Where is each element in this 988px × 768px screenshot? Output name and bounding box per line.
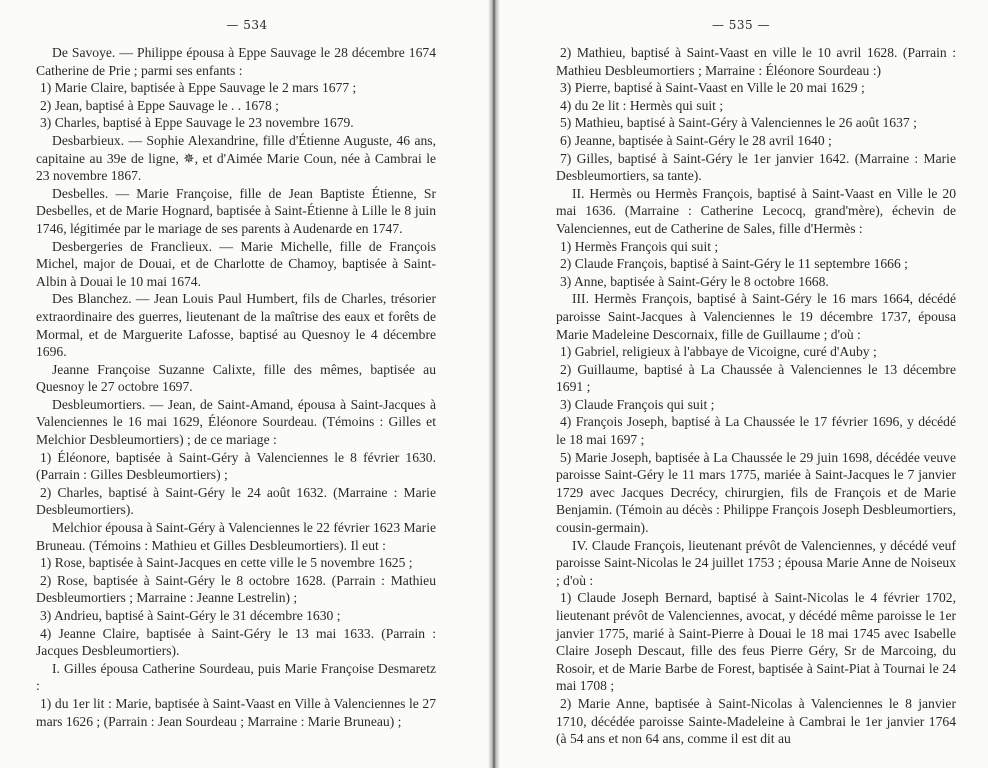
page-number-right: — 535 — [711,18,771,32]
paragraph: Desbelles. — Marie Françoise, fille de Jean Baptiste Étienne, Sr Desbelles, et de Marie Hognard, baptisée à Saint-Étienne à Lille le 8 juin 1746, légitimée par le mariage de ses parents à Audenarde en 1747. [36,185,436,236]
list-item: 2) Claude François, baptisé à Saint-Géry le 11 septembre 1666 ; [560,256,908,272]
paragraph: Melchior épousa à Saint-Géry à Valenciennes le 22 février 1623 Marie Bruneau. (Témoins : Mathieu et Gilles Desbleumortiers). Il eut : [36,520,437,553]
list-item: 1) Rose, baptisée à Saint-Jacques en cette ville le 5 novembre 1625 ; [40,555,413,571]
paragraph: III. Hermès François, baptisé à Saint-Géry le 16 mars 1664, décédé paroisse Saint-Jacques à Valenciennes le 19 décembre 1737, épousa Marie Madeleine Descornaix, fille de Guillaume ; d'où : [556,291,956,342]
list-item: 2) Mathieu, baptisé à Saint-Vaast en ville le 10 avril 1628. (Parrain : Mathieu Desbleumortiers ; Marraine : Éléonore Sourdeau :) [556,45,956,78]
paragraph: IV. Claude François, lieutenant prévôt de Valenciennes, y décédé veuf paroisse Saint-Nicolas le 24 juillet 1753 ; épousa Marie Anne de Noiseux ; d'où : [556,537,956,588]
list-item: 1) Éléonore, baptisée à Saint-Géry à Valenciennes le 8 février 1630. (Parrain : Gilles Desbleumortiers) ; [36,449,436,483]
list-item: 2) Rose, baptisée à Saint-Géry le 8 octobre 1628. (Parrain : Mathieu Desbleumortiers ; Marraine : Jeanne Lestrelin) ; [36,572,436,606]
list-item: 1) Marie Claire, baptisée à Eppe Sauvage le 2 mars 1677 ; [40,80,357,96]
list-item: 5) Mathieu, baptisé à Saint-Géry à Valenciennes le 26 août 1637 ; [560,115,917,131]
paragraph: Desbleumortiers. — Jean, de Saint-Amand, épousa à Saint-Jacques à Valenciennes le 16 mai 1629, Éléonore Sourdeau. (Témoins : Gilles et Melchior Desbleumortiers) ; de ce mariage : [36,396,436,448]
right-page-text [556,44,956,748]
paragraph: Des Blanchez. — Jean Louis Paul Humbert, fils de Charles, trésorier extraordinaire des guerres, lieutenant de la maîtrise des eaux et forêts de Mormal, et de Marguerite Lafosse, baptisé au Quesnoy le 4 décembre 1696. [36,291,436,360]
list-item: 1) Gabriel, religieux à l'abbaye de Vicoigne, curé d'Auby ; [560,344,877,360]
list-item: 3) Charles, baptisé à Eppe Sauvage le 23 novembre 1679. [40,115,354,131]
paragraph: Jeanne Françoise Suzanne Calixte, fille des mêmes, baptisée au Quesnoy le 27 octobre 1697. [36,361,436,395]
list-item: 5) Marie Joseph, baptisée à La Chaussée le 29 juin 1698, décédée veuve paroisse Saint-Géry le 11 mars 1775, mariée à Saint-Jacques le 7 janvier 1729 avec Jacques Decrécy, chirurgien, fils de François et de Marie Benjamin. (Témoin au décès : Philippe François Joseph Desbleumortiers, cousin-germain). [556,449,956,536]
list-item: 3) Claude François qui suit ; [560,396,715,412]
list-item: 3) Andrieu, baptisé à Saint-Géry le 31 décembre 1630 ; [40,608,341,623]
list-item: 6) Jeanne, baptisée à Saint-Géry le 28 avril 1640 ; [560,132,832,148]
list-item: 4) François Joseph, baptisé à La Chaussée le 17 février 1696, y décédé le 18 mai 1697 ; [556,414,956,448]
list-item: 4) Jeanne Claire, baptisée à Saint-Géry le 13 mai 1633. (Parrain : Jacques Desbleumortiers). [36,625,436,659]
list-item: 2) Guillaume, baptisé à La Chaussée à Valenciennes le 13 décembre 1691 ; [556,361,956,395]
list-item: 2) Charles, baptisé à Saint-Géry le 24 août 1632. (Marraine : Marie Desbleumortiers). [36,484,436,518]
list-item: 4) du 2e lit : Hermès qui suit ; [560,97,724,113]
right-page [494,0,988,768]
list-item: 2) Jean, baptisé à Eppe Sauvage le . . 1678 ; [40,97,279,113]
paragraph: I. Gilles épousa Catherine Sourdeau, puis Marie Françoise Desmaretz : [36,660,436,694]
list-item: 1) Claude Joseph Bernard, baptisé à Saint-Nicolas le 4 février 1702, lieutenant prévôt de Valenciennes, avocat, y décédé même paroisse le 1er janvier 1775, marié à Saint-Pierre à Douai le 18 mai 1745 avec Isabelle Claire Joseph Descaut, fille des feus Pierre Géry, Sr de Marcoing, du Rosoir, et de Marie Barbe de Forest, baptisée à Saint-Piat à Tournai le 24 mai 1708 ; [556,590,956,694]
list-item: 3) Anne, baptisée à Saint-Géry le 8 octobre 1668. [560,273,829,289]
paragraph: Desbergeries de Franclieux. — Marie Michelle, fille de François Michel, major de Douai, et de Charlotte de Chamoy, baptisée à Saint-Albin à Douai le 10 mai 1674. [36,238,436,289]
paragraph: II. Hermès ou Hermès François, baptisé à Saint-Vaast en Ville le 20 mai 1636. (Marraine : Catherine Lecocq, grand'mère), échevin de Valenciennes, eut de Catherine de Sales, fille d'Hermès : [556,185,956,236]
paragraph: Desbarbieux. — Sophie Alexandrine, fille d'Étienne Auguste, 46 ans, capitaine au 39e de ligne, ✵, et d'Aimée Marie Coun, née à Cambrai le 23 novembre 1867. [36,132,436,184]
list-item: 7) Gilles, baptisé à Saint-Géry le 1er janvier 1642. (Marraine : Marie Desbleumortiers, sa tante). [556,150,956,184]
list-item: 3) Pierre, baptisé à Saint-Vaast en Ville le 20 mai 1629 ; [560,80,865,96]
list-item: 2) Marie Anne, baptisée à Saint-Nicolas à Valenciennes le 8 janvier 1710, décédée paroisse Sainte-Madeleine à Cambrai le 1er janvier 1764 (à 54 ans et non 64 ans, comme il est dit au [556,695,956,747]
list-item: 1) du 1er lit : Marie, baptisée à Saint-Vaast en Ville à Valenciennes le 27 mars 1626 ; (Parrain : Jean Sourdeau ; Marraine : Marie Bruneau) ; [36,695,436,729]
left-page-text [36,44,436,730]
list-item: 1) Hermès François qui suit ; [560,238,719,254]
paragraph: De Savoye. — Philippe épousa à Eppe Sauvage le 28 décembre 1674 Catherine de Prie ; parmi ses enfants : [36,45,436,78]
page-number-left: — 534 [226,18,268,32]
